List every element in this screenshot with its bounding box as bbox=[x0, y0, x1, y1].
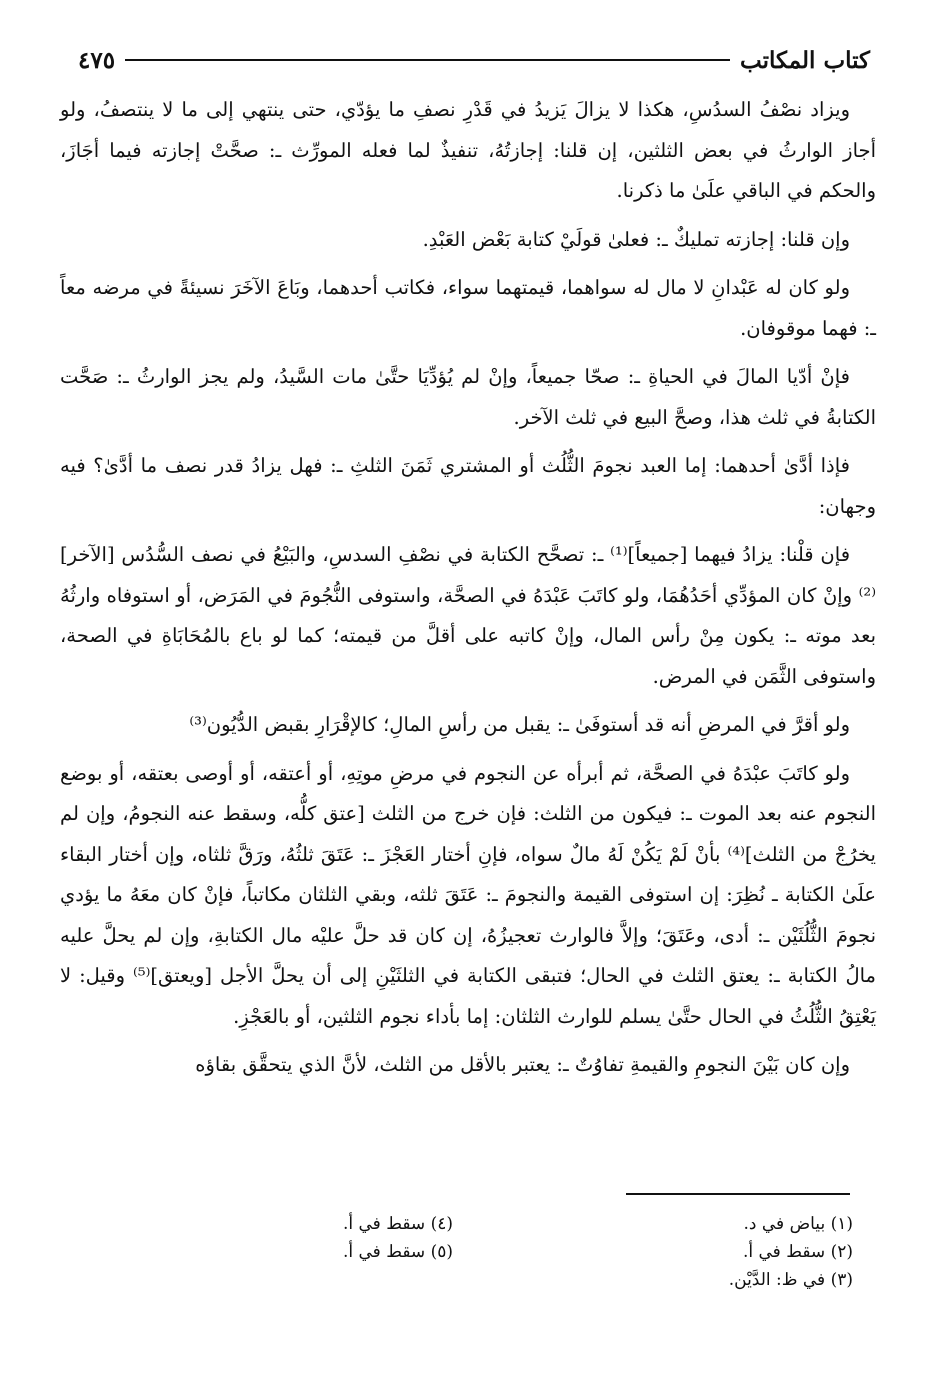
chapter-title: كتاب المكاتب bbox=[740, 46, 870, 74]
paragraph: فإذا أدَّىٰ أحدهما: إما العبد نجومَ الثُّلُث أو المشتري ثَمَنَ الثلثِ ـ: فهل يزادُ قدر نصف ما أدَّىٰ؟ فيه وجهان: bbox=[60, 454, 876, 518]
footnote: (٢) سقط في أ. bbox=[742, 1242, 853, 1262]
paragraph: ولو كاتَبَ عبْدَهُ في الصحَّة، ثم أبرأه عن النجوم في مرضِ موتِهِ، أو أعتقه، أو أوصى بعتقه، أو بوضع النجوم عنه بعد الموت ـ: فيكون من الثلث: فإن خرج من الثلث [عتق كلُّه، وسقط عنه النجومُ، وإن لم يخرُجْ من الثلث]⁽⁴⁾ بأنْ لَمْ يَكُنْ لَهُ مالٌ سواه، فإنِ أختار العَجْزَ ـ: عَتَقَ ثلثُهُ، ورَقَّ ثلثاه، وإن أختار البقاء علَىٰ الكتابة ـ نُظِرَ: إن استوفى القيمة والنجومَ ـ: عَتَقَ ثلثه، وبقي الثلثان مكاتباً، فإنْ كان معَهُ ما يؤدي نجومَ الثُّلُثَيْن ـ: أدى، وعَتَقَ؛ وإلاَّ فالوارث تعجيزُهُ، إن كان قد حلَّ عليْه مال الكتابةِ، وإن لم يحلَّ عليه مالُ الكتابة ـ: يعتق الثلث في الحال؛ فتبقى الكتابة في الثلثَيْنِ إلى أن يحلَّ الأجل [ويعتق]⁽⁵⁾ وقيل: لا يَعْتِقُ الثُّلُثُ في الحال حتَّىٰ يسلم للوارث الثلثان: إما بأداء نجوم الثلثين، أو بالعَجْزِ. bbox=[60, 761, 876, 1028]
footnote: (٤) سقط في أ. bbox=[342, 1214, 453, 1234]
main-text bbox=[60, 90, 876, 1094]
running-header bbox=[78, 40, 870, 80]
header-rule bbox=[125, 59, 730, 61]
paragraph: ولو أقرَّ في المرضِ أنه قد أستوفَىٰ ـ: يقبل من رأسِ المالِ؛ كالإقْرَارِ بقبض الدُّيُون⁽³⁾ bbox=[189, 713, 850, 736]
footnote-column-right bbox=[633, 1210, 853, 1294]
footnote: (٥) سقط في أ. bbox=[342, 1242, 453, 1262]
page-number: ٤٧٥ bbox=[78, 46, 116, 74]
paragraph: وإن قلنا: إجازته تمليكٌ ـ: فعلىٰ قولَيْ كتابة بَعْض العَبْدِ. bbox=[422, 227, 850, 251]
paragraph: وإن كان بَيْنَ النجومِ والقيمةِ تفاوُتٌ ـ: يعتبر بالأقل من الثلث، لأنَّ الذي يتحقَّق بقاؤه bbox=[195, 1053, 850, 1076]
paragraph: ولو كان له عَبْدانِ لا مال له سواهما، قيمتهما سواء، فكاتب أحدهما، وبَاعَ الآخَرَ نسيئةً في مرضه معاً ـ: فهما موقوفان. bbox=[60, 276, 876, 340]
footnote: (١) بياض في د. bbox=[743, 1214, 853, 1234]
paragraph: فإن قلْنا: يزادُ فيهما [جميعاً]⁽¹⁾ ـ: تصحَّح الكتابة في نصْفِ السدسِ، والبَيْعُ في نصف السُّدُس [الآخر]⁽²⁾ وإنْ كان المؤدِّي أحَدُهُمَا، ولو كاتَبَ عَبْدَهُ في الصحَّة، واستوفى النُّجُومَ في المَرَض، أو استوفاه وارثُهُ بعد موته ـ: يكون مِنْ رأس المال، وإنْ كاتبه على أقلَّ من قيمته؛ كما لو باع بالمُحَابَاةِ في الصحة، واستوفى الثَّمَن في المرض. bbox=[60, 543, 876, 688]
footnote: (٣) في ظ: الدَّيْن. bbox=[728, 1270, 853, 1290]
paragraph: ويزاد نصْفُ السدُسِ، هكذا لا يزالَ يَزيدُ في قَدْرِ نصفِ ما يؤدّي، حتى ينتهي إلى ما لا ينتصفُ، ولو أجاز الوارثُ في بعض الثلثين، إن قلنا: إجازتُهُ، تنفيذٌ لما فعله المورِّث ـ: صحَّتْ إجازته فيما أجَازَ، والحكم في الباقي علَىٰ ما ذكرنا. bbox=[60, 98, 876, 202]
footnote-separator bbox=[626, 1193, 850, 1195]
paragraph: فإنْ أدّيا المالَ في الحياةِ ـ: صحّا جميعاً، وإنْ لم يُؤدِّيَا حتَّىٰ مات السَّيدُ، ولم يجز الوارثُ ـ: صَحَّت الكتابةُ في ثلث هذا، وصحَّ البيع في ثلث الآخر. bbox=[60, 365, 876, 429]
footnote-column-left bbox=[233, 1210, 453, 1266]
